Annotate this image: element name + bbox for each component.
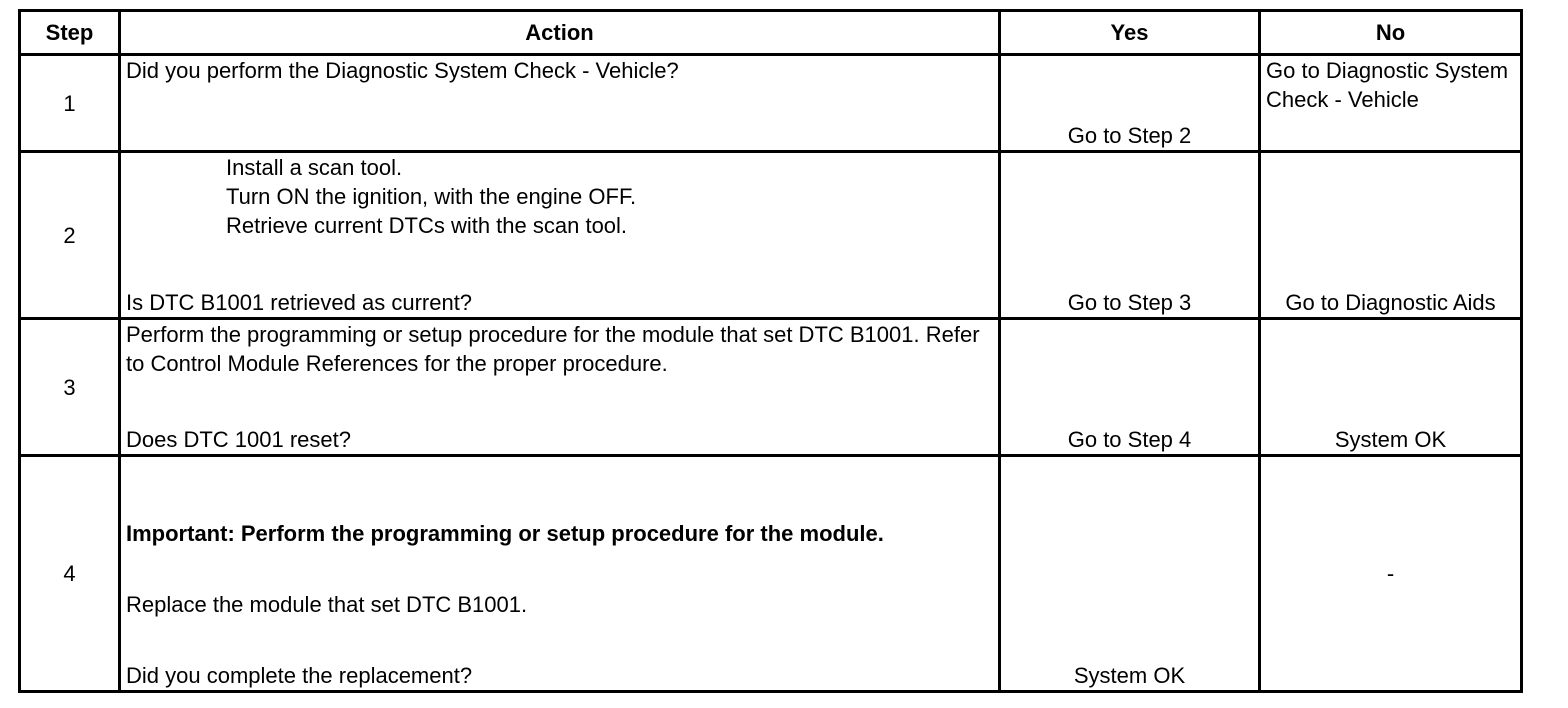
table-row	[20, 152, 1522, 319]
step-number: 1	[20, 55, 120, 152]
action-instruction: Perform the programming or setup procedure for the module that set DTC B1001. Refer to Control Module References for the proper procedure.	[126, 322, 980, 376]
action-bullet: Turn ON the ignition, with the engine OFF.	[226, 184, 637, 209]
table-row	[20, 456, 1522, 692]
yes-cell: Go to Step 2	[1000, 55, 1260, 152]
no-cell: -	[1260, 456, 1522, 692]
table-row	[20, 55, 1522, 152]
action-question: Does DTC 1001 reset?	[126, 427, 351, 452]
step-number: 4	[20, 456, 120, 692]
action-cell	[120, 55, 1000, 152]
action-question: Did you perform the Diagnostic System Check - Vehicle?	[126, 58, 679, 83]
no-cell: Go to Diagnostic Aids	[1260, 152, 1522, 319]
no-cell	[1260, 55, 1522, 152]
action-bullet: Retrieve current DTCs with the scan tool.	[226, 213, 628, 238]
header-action: Action	[120, 11, 1000, 55]
yes-cell: Go to Step 3	[1000, 152, 1260, 319]
step-number: 3	[20, 319, 120, 456]
yes-cell: Go to Step 4	[1000, 319, 1260, 456]
no-text: Go to Diagnostic System Check - Vehicle	[1266, 58, 1509, 112]
action-question: Did you complete the replacement?	[126, 663, 473, 688]
action-cell	[120, 456, 1000, 692]
action-cell	[120, 152, 1000, 319]
action-important-note: Important: Perform the programming or setup procedure for the module.	[126, 521, 884, 546]
header-step: Step	[20, 11, 120, 55]
step-number: 2	[20, 152, 120, 319]
action-content	[126, 320, 993, 454]
yes-cell: System OK	[1000, 456, 1260, 692]
action-instruction: Replace the module that set DTC B1001.	[126, 592, 528, 617]
action-bullet: Install a scan tool.	[226, 155, 403, 180]
action-content	[126, 519, 993, 690]
action-question: Is DTC B1001 retrieved as current?	[126, 290, 473, 315]
header-yes: Yes	[1000, 11, 1260, 55]
header-no: No	[1260, 11, 1522, 55]
action-bullet-list	[126, 153, 993, 240]
diagnostic-table	[18, 9, 1523, 693]
action-cell	[120, 319, 1000, 456]
table-header-row	[20, 11, 1522, 55]
action-content	[126, 153, 993, 317]
table-row	[20, 319, 1522, 456]
no-cell: System OK	[1260, 319, 1522, 456]
